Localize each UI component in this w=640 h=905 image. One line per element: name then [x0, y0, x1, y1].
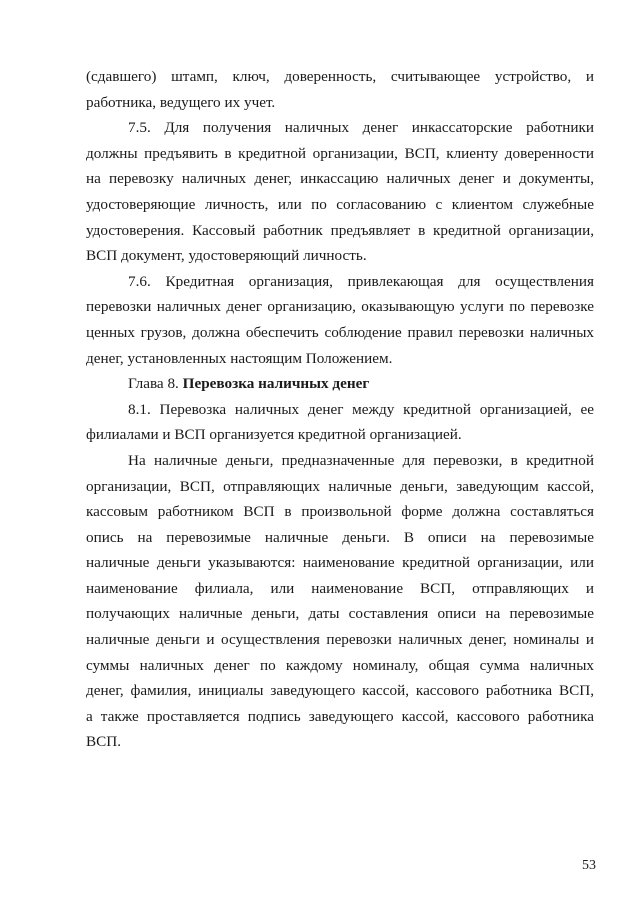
- text-line: наличные деньги и осуществления перевозки наличных денег, номиналы и: [86, 631, 594, 649]
- text-line: суммы наличных денег по каждому номиналу, общая сумма наличных: [86, 656, 594, 674]
- paragraph-8-1: [86, 397, 594, 448]
- text-line: кассовым работником ВСП в произвольной форме должна составляться: [86, 503, 594, 521]
- text-line: перевозки наличных денег организацию, оказывающую услуги по перевозке: [86, 298, 594, 316]
- text-line: ВСП документ, удостоверяющий личность.: [86, 247, 367, 265]
- text-line: На наличные деньги, предназначенные для перевозки, в кредитной: [128, 451, 594, 469]
- text-line: должны предъявить в кредитной организации, ВСП, клиенту доверенности: [86, 144, 594, 162]
- text-line: наличные деньги указываются: наименование кредитной организации, или: [86, 554, 594, 572]
- text-line: а также проставляется подпись заведующего кассой, кассового работника: [86, 707, 594, 725]
- chapter-prefix: Глава 8.: [128, 375, 183, 393]
- text-line: ВСП.: [86, 733, 122, 751]
- paragraph-7-5: [86, 115, 594, 269]
- page-number: 53: [582, 858, 596, 873]
- document-page: [86, 64, 594, 755]
- text-line: 8.1. Перевозка наличных денег между кредитной организацией, ее: [128, 400, 594, 418]
- text-line: получающих наличные деньги, даты составления описи на перевозимые: [86, 605, 594, 623]
- text-line: на перевозку наличных денег, инкассацию наличных денег и документы,: [86, 170, 594, 188]
- text-line: филиалами и ВСП организуется кредитной организацией.: [86, 426, 462, 444]
- paragraph-7-6: [86, 269, 594, 371]
- text-line: денег, установленных настоящим Положением.: [86, 349, 393, 367]
- text-line: наименование филиала, или наименование ВСП, отправляющих и: [86, 579, 594, 597]
- chapter-title: Перевозка наличных денег: [182, 375, 370, 393]
- text-line: удостоверяющие личность, или по согласованию с клиентом служебные: [86, 195, 594, 213]
- text-line: 7.5. Для получения наличных денег инкассаторские работники: [128, 119, 594, 137]
- chapter-heading: [86, 371, 594, 397]
- paragraph-1: [86, 64, 594, 115]
- text-line: организации, ВСП, отправляющих наличные деньги, заведующим кассой,: [86, 477, 594, 495]
- text-line: ценных грузов, должна обеспечить соблюдение правил перевозки наличных: [86, 323, 594, 341]
- text-line: опись на перевозимые наличные деньги. В описи на перевозимые: [86, 528, 594, 546]
- text-line: 7.6. Кредитная организация, привлекающая для осуществления: [128, 272, 594, 290]
- text-line: (сдавшего) штамп, ключ, доверенность, считывающее устройство, и: [86, 68, 594, 85]
- text-line: денег, фамилия, инициалы заведующего кассой, кассового работника ВСП,: [86, 682, 594, 700]
- text-line: работника, ведущего их учет.: [86, 93, 276, 111]
- text-line: удостоверения. Кассовый работник предъявляет в кредитной организации,: [86, 221, 594, 239]
- paragraph-inventory: [86, 448, 594, 755]
